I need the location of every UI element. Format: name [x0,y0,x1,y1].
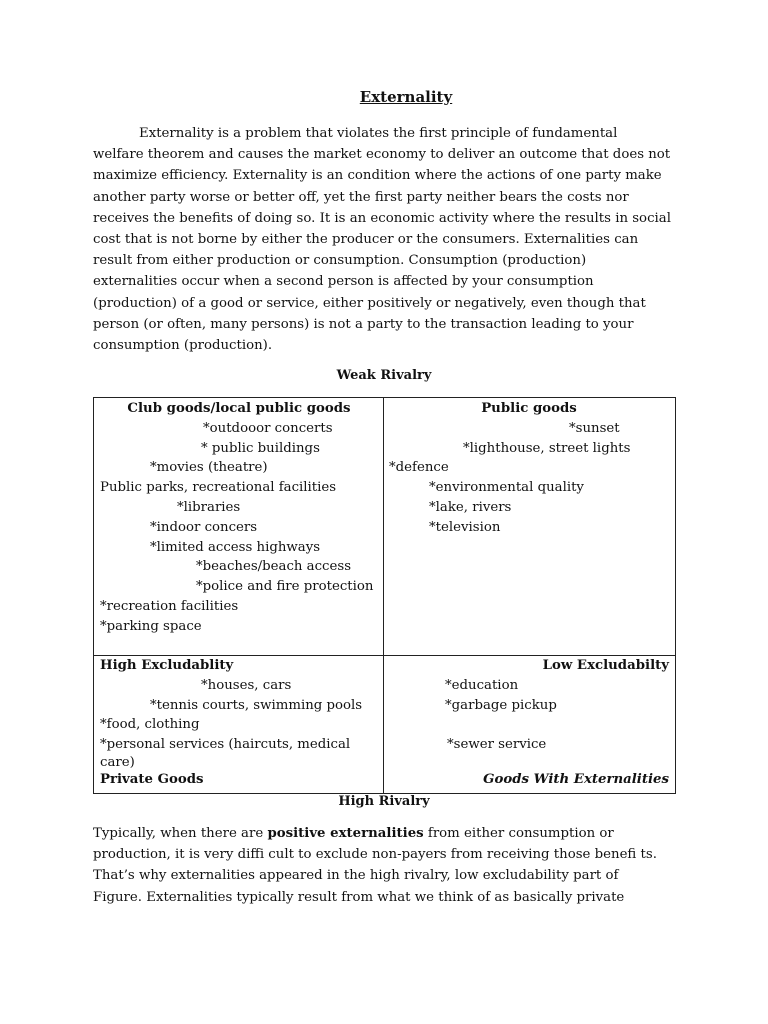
list-item: *indoor concers [150,519,258,535]
closing-paragraph [93,823,678,908]
list-item: *television [429,519,501,535]
text-line: maximize efficiency. Externality is an condition where the actions of one party make [93,168,662,184]
text-run: from either consumption or [423,826,614,841]
list-item: *education [445,677,519,693]
list-item: *recreation facilities [100,598,239,614]
list-item: * public buildings [201,440,320,456]
text-line [93,823,678,844]
club-goods-cell [100,399,378,637]
list-item: care) [100,754,135,770]
text-line: another party worse or better off, yet the first party neither bears the costs nor [93,189,629,205]
list-item: *environmental quality [429,480,584,496]
text-line: Figure. Externalities typically result from what we think of as basically private [93,889,625,905]
list-item: *garbage pickup [445,697,557,713]
externality-goods-cell [389,656,669,790]
public-goods-cell [389,399,669,538]
text-line: Externality is a problem that violates the first principle of fundamental [139,126,618,141]
list-item: *beaches/beach access [196,559,352,575]
cell-footer: Private Goods [100,771,204,787]
list-item: *libraries [177,499,241,515]
cell-heading: Low Excludabilty [542,658,669,673]
text-run: Typically, when there are [93,826,268,841]
text-line: externalities occur when a second person is affected by your consumption [93,274,594,290]
matrix-divider-vertical [383,398,384,793]
list-item: *police and fire protection [196,579,374,595]
text-line: result from either production or consumption. Consumption (production) [93,253,587,269]
goods-matrix [93,397,676,794]
cell-heading: Club goods/local public goods [127,401,351,416]
page-title: Externality [359,88,453,106]
text-line: welfare theorem and causes the market economy to deliver an outcome that does not [93,147,671,163]
figure-bottom-label: High Rivalry [338,794,430,809]
text-line: production, it is very diffi cult to exclude non-payers from receiving those benefi ts. [93,847,657,863]
list-item: Public parks, recreational facilities [100,480,337,496]
text-line: receives the benefits of doing so. It is an economic activity where the results in social [93,210,671,226]
text-line: person (or often, many persons) is not a party to the transaction leading to your [93,316,634,332]
text-line: cost that is not borne by either the producer or the consumers. Externalities can [93,232,639,248]
cell-footer: Goods With Externalities [483,771,669,787]
list-item: *food, clothing [100,717,200,733]
list-item: *movies (theatre) [150,460,268,476]
list-item: *limited access highways [150,539,321,555]
list-item: *sunset [569,420,620,436]
list-item: *sewer service [447,737,547,753]
list-item: *outdooor concerts [203,420,333,436]
list-item: *parking space [100,618,202,634]
cell-heading: Public goods [481,401,577,416]
cell-heading: High Excludablity [100,658,234,673]
list-item: *lighthouse, street lights [463,440,631,456]
text-line: (production) of a good or service, either positively or negatively, even though that [93,295,646,311]
figure-top-label: Weak Rivalry [336,368,432,383]
bold-term: positive externalities [267,826,424,841]
private-goods-cell [100,656,378,790]
text-line: consumption (production). [93,338,273,354]
list-item: *personal services (haircuts, medical [100,737,351,753]
list-item: *tennis courts, swimming pools [150,697,363,713]
list-item: *houses, cars [201,677,292,693]
text-line: That’s why externalities appeared in the high rivalry, low excludability part of [93,868,619,884]
list-item: *defence [389,460,449,476]
list-item: *lake, rivers [429,499,512,515]
intro-paragraph [93,123,678,356]
